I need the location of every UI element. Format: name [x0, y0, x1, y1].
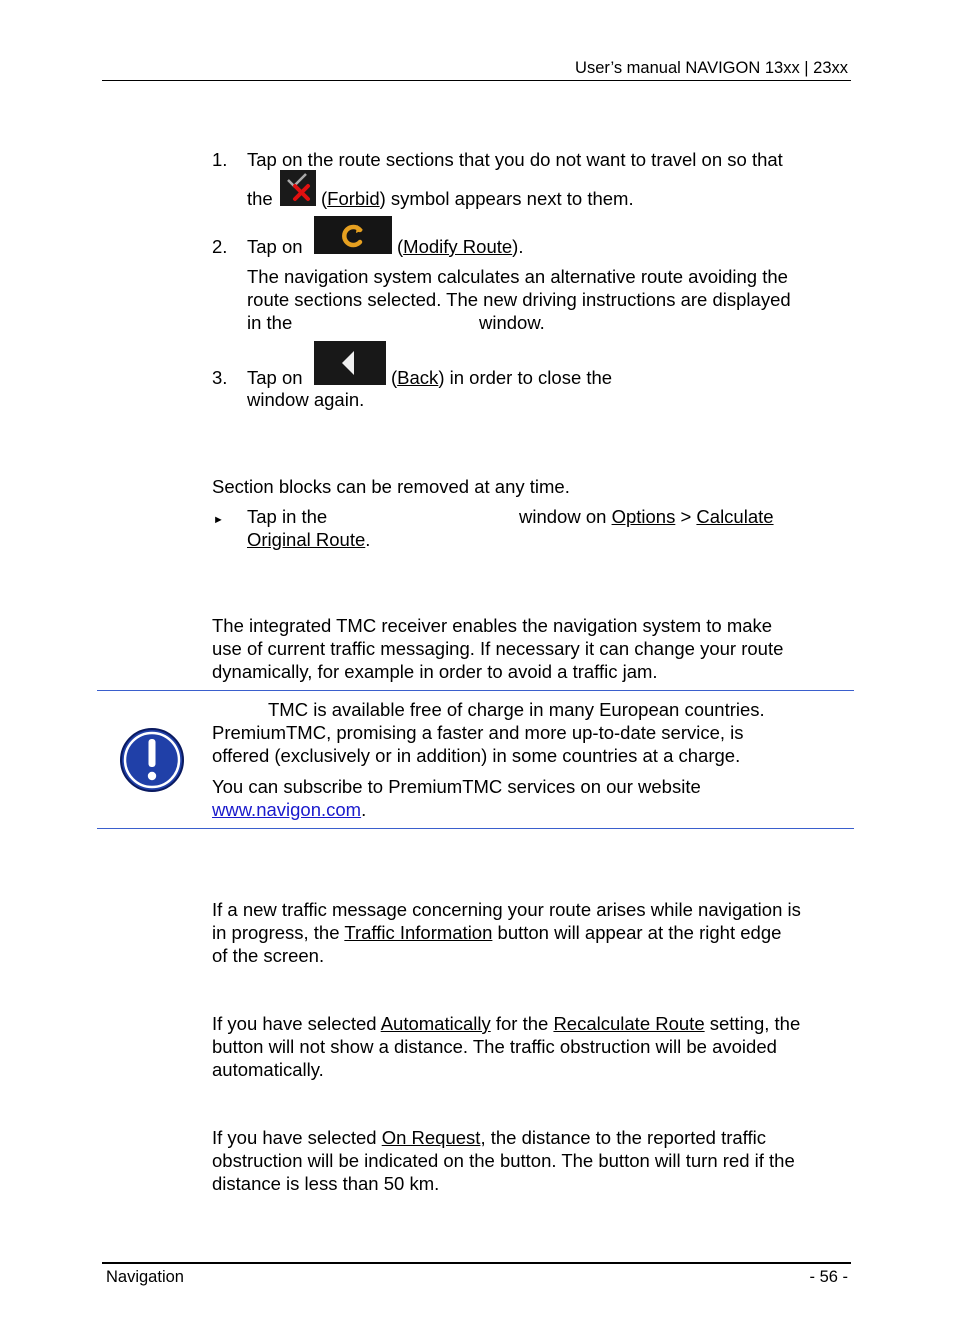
on-request-link[interactable]: On Request — [381, 1127, 481, 1148]
forbid-icon — [280, 170, 316, 206]
bullet-arrow-icon: ► — [213, 514, 224, 526]
step-2-desc-1: The navigation system calculates an alternative route avoiding the — [247, 266, 788, 287]
removal-bullet-line2: Original Route. — [247, 529, 371, 550]
website-link[interactable]: www.navigon.com — [212, 799, 362, 820]
footer-rule — [102, 1262, 851, 1264]
calculate-link[interactable]: Calculate — [696, 506, 774, 527]
footer-page-number: - 56 - — [809, 1268, 848, 1286]
step-2-after-icon: (Modify Route). — [397, 236, 524, 257]
automatically-link[interactable]: Automatically — [380, 1013, 491, 1034]
note-line-1: TMC is available free of charge in many European countries. — [268, 699, 765, 720]
traffic-p1-line1: If a new traffic message concerning your route arises while navigation is — [212, 899, 801, 920]
traffic-information-link[interactable]: Traffic Information — [344, 922, 493, 943]
note-line-3: offered (exclusively or in addition) in some countries at a charge. — [212, 745, 741, 766]
step-3-after-icon: (Back) in order to close the — [391, 367, 613, 388]
exclamation-icon — [119, 727, 185, 793]
step-2-number: 2. — [212, 236, 228, 257]
note-top-rule — [97, 690, 854, 691]
note-line-2: PremiumTMC, promising a faster and more up-to-date service, is — [212, 722, 744, 743]
step-1-pre: the — [247, 188, 273, 209]
note-bottom-rule — [97, 828, 854, 829]
step-2-desc-3b: window. — [479, 312, 545, 333]
removal-text: Section blocks can be removed at any time. — [212, 476, 570, 497]
footer-section: Navigation — [106, 1268, 184, 1286]
back-icon — [314, 341, 386, 385]
tmc-intro-1: The integrated TMC receiver enables the navigation system to make — [212, 615, 773, 636]
step-3-number: 3. — [212, 367, 228, 388]
tmc-intro-3: dynamically, for example in order to avoid a traffic jam. — [212, 661, 658, 682]
step-1-after-icon: (Forbid) symbol appears next to them. — [321, 188, 634, 209]
forbid-link[interactable]: Forbid — [327, 188, 380, 209]
original-route-link[interactable]: Original Route — [247, 529, 366, 550]
step-3-pre: Tap on — [247, 367, 303, 388]
back-link[interactable]: Back — [397, 367, 439, 388]
traffic-p2-line3: automatically. — [212, 1059, 324, 1080]
traffic-p2-line1: If you have selected Automatically for the Recalculate Route setting, the — [212, 1013, 801, 1034]
step-3-line2: window again. — [247, 389, 365, 410]
recalculate-route-link[interactable]: Recalculate Route — [553, 1013, 705, 1034]
traffic-p3-line2: obstruction will be indicated on the button. The button will turn red if the — [212, 1150, 795, 1171]
modify-route-icon — [314, 216, 392, 254]
header-rule — [102, 80, 851, 81]
removal-bullet-pre: Tap in the — [247, 506, 328, 527]
modify-route-link[interactable]: Modify Route — [403, 236, 513, 257]
tmc-intro-2: use of current traffic messaging. If necessary it can change your route — [212, 638, 784, 659]
removal-bullet-mid: window on Options > Calculate — [519, 506, 774, 527]
step-2-desc-3a: in the — [247, 312, 293, 333]
traffic-p2-line2: button will not show a distance. The traffic obstruction will be avoided — [212, 1036, 777, 1057]
step-2-desc-2: route sections selected. The new driving instructions are displayed — [247, 289, 791, 310]
traffic-p1-line2: in progress, the Traffic Information button will appear at the right edge — [212, 922, 782, 943]
step-1-line2 — [247, 187, 273, 210]
note-line-4: You can subscribe to PremiumTMC services on our website — [212, 776, 701, 797]
traffic-p3-line1: If you have selected On Request, the distance to the reported traffic — [212, 1127, 766, 1148]
traffic-p1-line3: of the screen. — [212, 945, 325, 966]
header-title: User’s manual NAVIGON 13xx | 23xx — [575, 59, 848, 77]
step-2-pre: Tap on — [247, 236, 303, 257]
options-link[interactable]: Options — [611, 506, 676, 527]
traffic-p3-line3: distance is less than 50 km. — [212, 1173, 440, 1194]
step-1-number: 1. — [212, 149, 228, 170]
step-1-line1: Tap on the route sections that you do not want to travel on so that — [247, 149, 783, 170]
note-line-5: www.navigon.com. — [212, 799, 367, 820]
